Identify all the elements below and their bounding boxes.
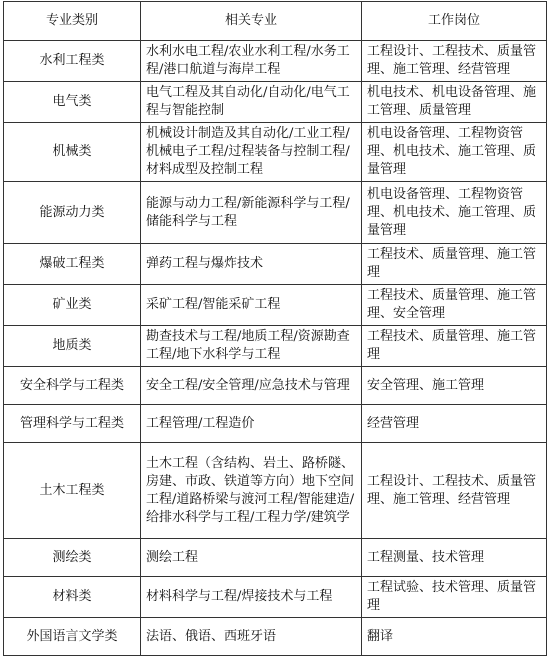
table-row [4, 123, 547, 182]
category-cell: 爆破工程类 [4, 244, 141, 285]
majors-cell: 采矿工程/智能采矿工程 [141, 285, 362, 326]
jobs-cell: 工程设计、工程技术、质量管理、施工管理、经营管理 [362, 443, 547, 539]
majors-cell: 电气工程及其自动化/自动化/电气工程与智能控制 [141, 82, 362, 123]
category-cell: 能源动力类 [4, 182, 141, 244]
majors-cell: 土木工程（含结构、岩土、路桥隧、房建、市政、铁道等方向）地下空间工程/道路桥梁与渡河工程/智能建造/给排水科学与工程/工程力学/建筑学 [141, 443, 362, 539]
majors-cell: 机械设计制造及其自动化/工业工程/机械电子工程/过程装备与控制工程/材料成型及控制工程 [141, 123, 362, 182]
header-row [4, 2, 547, 41]
table-row [4, 618, 547, 656]
majors-cell: 法语、俄语、西班牙语 [141, 618, 362, 656]
majors-cell: 弹药工程与爆炸技术 [141, 244, 362, 285]
majors-cell: 测绘工程 [141, 539, 362, 577]
table-row [4, 539, 547, 577]
category-cell: 材料类 [4, 577, 141, 618]
table-row [4, 443, 547, 539]
jobs-cell: 翻译 [362, 618, 547, 656]
category-cell: 外国语言文学类 [4, 618, 141, 656]
jobs-cell: 机电设备管理、工程物资管理、机电技术、施工管理、质量管理 [362, 123, 547, 182]
jobs-cell: 工程测量、技术管理 [362, 539, 547, 577]
header-majors: 相关专业 [141, 2, 362, 41]
jobs-cell: 机电技术、机电设备管理、施工管理、质量管理 [362, 82, 547, 123]
header-jobs: 工作岗位 [362, 2, 547, 41]
table-row [4, 244, 547, 285]
jobs-cell: 工程设计、工程技术、质量管理、施工管理、经营管理 [362, 41, 547, 82]
table-row [4, 367, 547, 405]
category-cell: 测绘类 [4, 539, 141, 577]
category-cell: 水利工程类 [4, 41, 141, 82]
majors-cell: 勘查技术与工程/地质工程/资源勘查工程/地下水科学与工程 [141, 326, 362, 367]
table-row [4, 326, 547, 367]
majors-cell: 工程管理/工程造价 [141, 405, 362, 443]
table-row [4, 405, 547, 443]
majors-cell: 安全工程/安全管理/应急技术与管理 [141, 367, 362, 405]
category-cell: 安全科学与工程类 [4, 367, 141, 405]
jobs-cell: 工程技术、质量管理、施工管理、安全管理 [362, 285, 547, 326]
category-cell: 管理科学与工程类 [4, 405, 141, 443]
category-cell: 地质类 [4, 326, 141, 367]
majors-cell: 材料科学与工程/焊接技术与工程 [141, 577, 362, 618]
majors-cell: 能源与动力工程/新能源科学与工程/储能科学与工程 [141, 182, 362, 244]
category-cell: 矿业类 [4, 285, 141, 326]
table-row [4, 285, 547, 326]
majors-table [3, 1, 547, 656]
category-cell: 机械类 [4, 123, 141, 182]
table-row [4, 182, 547, 244]
category-cell: 土木工程类 [4, 443, 141, 539]
jobs-cell: 安全管理、施工管理 [362, 367, 547, 405]
jobs-cell: 机电设备管理、工程物资管理、机电技术、施工管理、质量管理 [362, 182, 547, 244]
jobs-cell: 工程技术、质量管理、施工管理 [362, 326, 547, 367]
table-row [4, 41, 547, 82]
jobs-cell: 经营管理 [362, 405, 547, 443]
table-row [4, 577, 547, 618]
category-cell: 电气类 [4, 82, 141, 123]
jobs-cell: 工程技术、质量管理、施工管理 [362, 244, 547, 285]
jobs-cell: 工程试验、技术管理、质量管理 [362, 577, 547, 618]
table-row [4, 82, 547, 123]
majors-cell: 水利水电工程/农业水利工程/水务工程/港口航道与海岸工程 [141, 41, 362, 82]
header-category: 专业类别 [4, 2, 141, 41]
